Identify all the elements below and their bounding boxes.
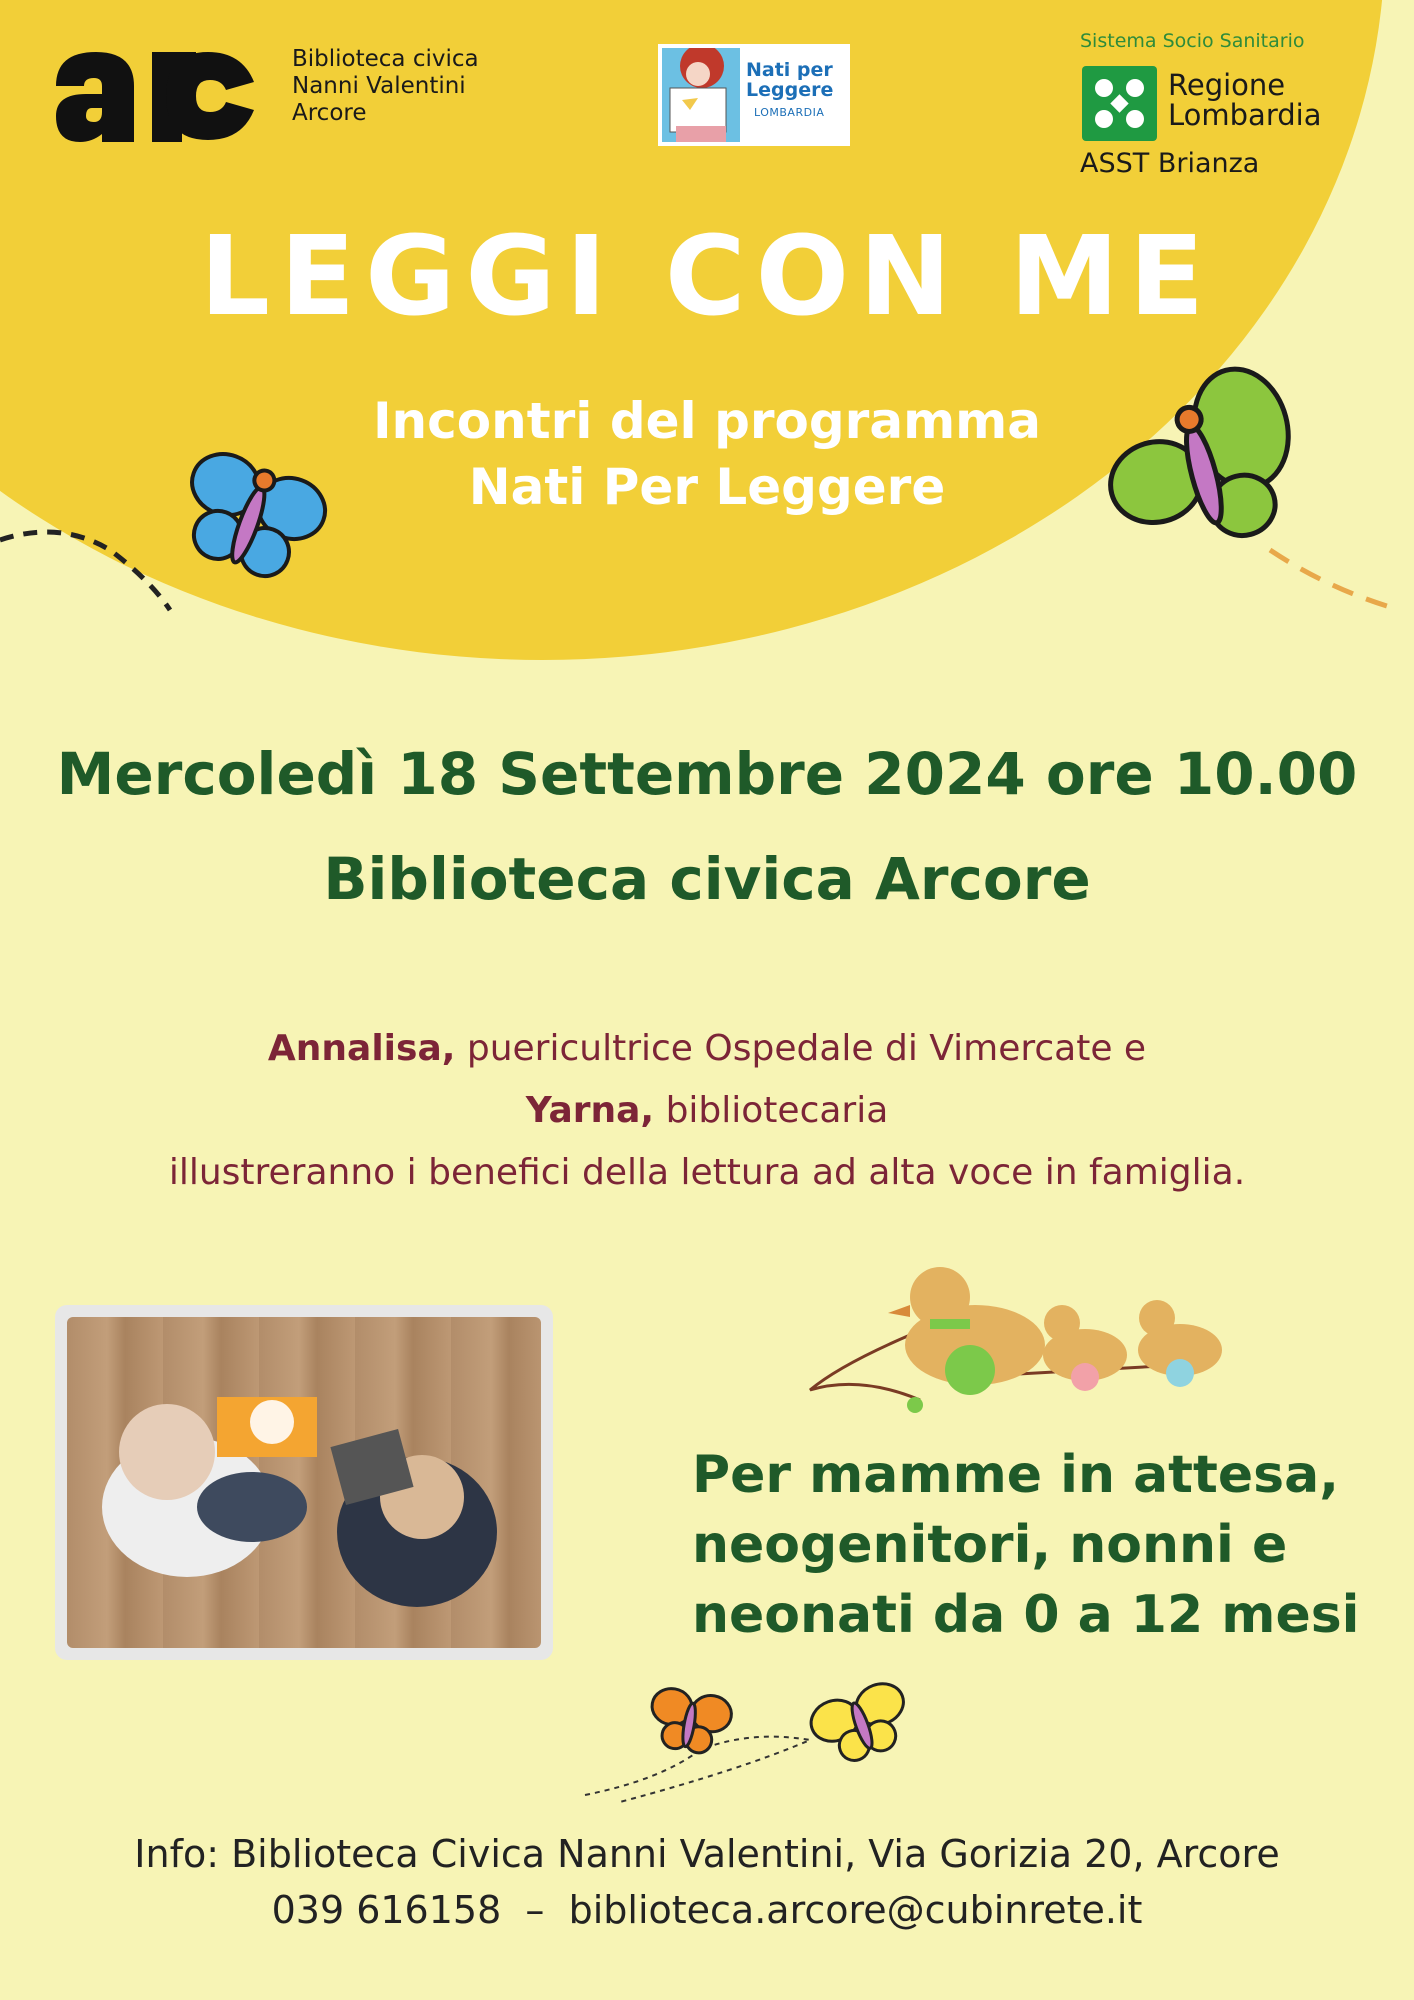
duck-toy-icon [800, 1255, 1240, 1425]
contact-address: Info: Biblioteca Civica Nanni Valentini, Via Gorizia 20, Arcore [134, 1832, 1280, 1876]
subtitle-line: Nati Per Leggere [468, 458, 946, 516]
audience-line: neonati da 0 a 12 mesi [692, 1585, 1360, 1645]
region-name-line: Regione [1168, 68, 1286, 102]
subtitle-line: Incontri del programma [372, 392, 1042, 450]
npl-title [746, 60, 833, 100]
blue-butterfly-icon [0, 440, 330, 630]
library-logo-line: Nanni Valentini [292, 73, 466, 99]
npl-title-line: Nati per [746, 59, 833, 81]
contact-phone-email[interactable]: 039 616158 – biblioteca.arcore@cubinrete.it [271, 1888, 1143, 1932]
library-logo-line: Arcore [292, 100, 367, 126]
region-top-label: Sistema Socio Sanitario [1080, 30, 1305, 52]
library-logo-line: Biblioteca civica [292, 46, 479, 72]
npl-title-line: Leggere [746, 79, 834, 101]
region-lombardia-icon [1082, 66, 1157, 141]
speaker-role: bibliotecaria [654, 1090, 889, 1131]
arc-library-logo [56, 46, 256, 142]
audience-line: neogenitori, nonni e [692, 1515, 1288, 1575]
green-butterfly-icon [1090, 360, 1414, 630]
speakers-description [0, 1018, 1414, 1204]
small-butterflies-icon [580, 1670, 910, 1810]
babies-reading-photo [55, 1305, 553, 1660]
event-place: Biblioteca civica Arcore [323, 845, 1091, 913]
audience-line: Per mamme in attesa, [692, 1445, 1339, 1505]
asst-label: ASST Brianza [1080, 148, 1260, 179]
audience-text [692, 1440, 1392, 1650]
photo-image [67, 1317, 541, 1648]
nati-per-leggere-logo [658, 44, 850, 146]
speaker-name: Yarna, [525, 1090, 655, 1131]
event-description: illustreranno i benefici della lettura ad alta voce in famiglia. [168, 1152, 1246, 1193]
speaker-name: Annalisa, [267, 1028, 456, 1069]
npl-subtitle: LOMBARDIA [754, 106, 825, 119]
npl-illustration [662, 48, 740, 142]
speaker-role: puericultrice Ospedale di Vimercate e [455, 1028, 1147, 1069]
contact-info [0, 1826, 1414, 1938]
event-date-time: Mercoledì 18 Settembre 2024 ore 10.00 [56, 740, 1358, 808]
region-name-line: Lombardia [1168, 98, 1322, 132]
page-title: LEGGI CON ME [199, 212, 1215, 340]
region-name [1168, 70, 1321, 130]
library-logo-text [292, 46, 479, 127]
